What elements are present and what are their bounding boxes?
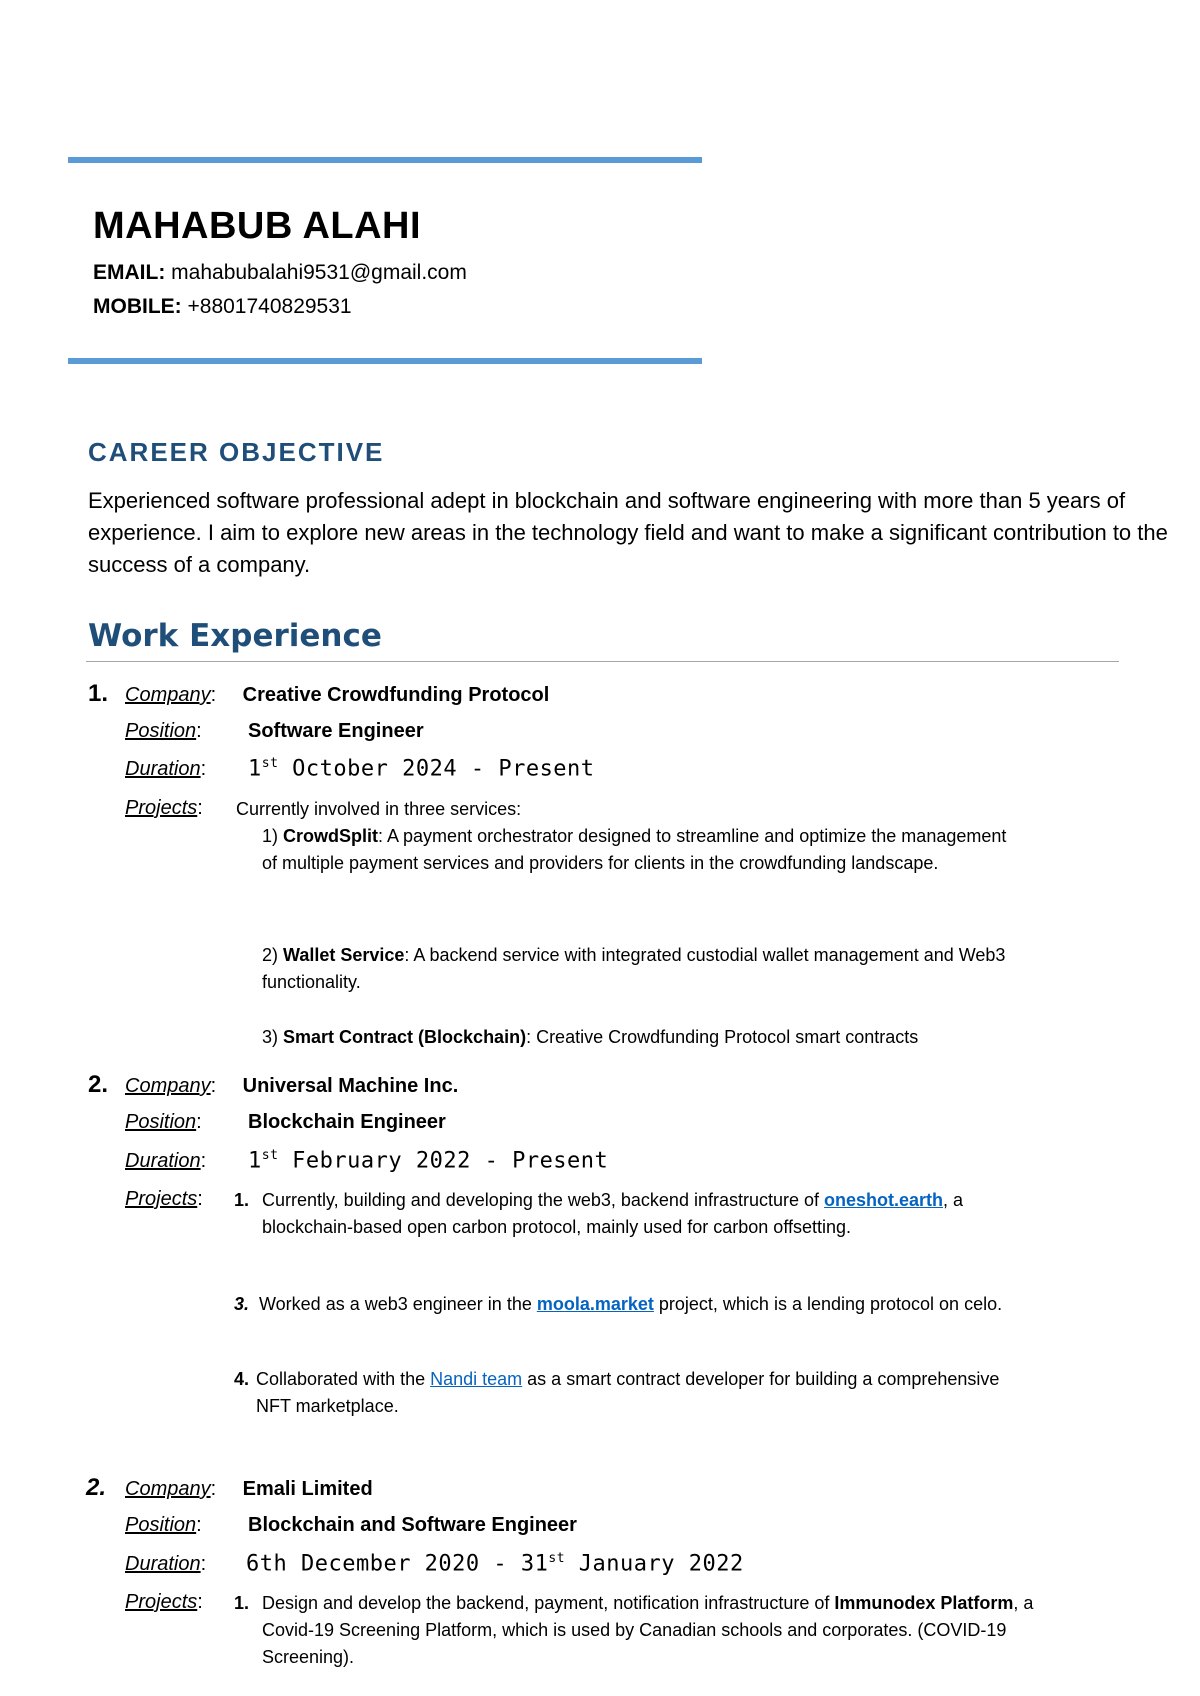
email-label: EMAIL: bbox=[93, 261, 166, 284]
projects-row: Projects: bbox=[125, 797, 203, 819]
career-objective-text: Experienced software professional adept in blockchain and software engineering with more than 5 years of experience. I aim to explore new areas in the technology field and want to make a significant contribution to the success of a company. bbox=[88, 488, 1168, 577]
position-value: Blockchain Engineer bbox=[248, 1111, 446, 1133]
mobile-line bbox=[93, 295, 352, 319]
company-label: Company bbox=[125, 684, 211, 706]
project-item: Worked as a web3 engineer in the moola.market project, which is a lending protocol on celo. bbox=[259, 1294, 1003, 1314]
job-number: 1. bbox=[88, 680, 109, 707]
project-item: 1) CrowdSplit: A payment orchestrator designed to streamline and optimize the management of multiple payment services and providers for clients in the crowdfunding landscape. bbox=[262, 826, 1007, 873]
project-number: 1. bbox=[234, 1593, 250, 1613]
duration-label: Duration bbox=[125, 1150, 201, 1172]
project-item: Collaborated with the Nandi team as a smart contract developer for building a comprehensive NFT marketplace. bbox=[256, 1369, 1000, 1416]
moola-market-link[interactable]: moola.market bbox=[536, 1294, 654, 1314]
project-item: Design and develop the backend, payment, notification infrastructure of Immunodex Platform, a Covid-19 Screening Platform, which is used by Canadian schools and corporates. (COVID-19 Screening). bbox=[262, 1593, 1034, 1667]
email-line bbox=[93, 261, 467, 285]
project-number: 4. bbox=[234, 1369, 250, 1389]
projects-row: Projects: bbox=[125, 1591, 203, 1613]
duration-row: Duration: bbox=[125, 1150, 207, 1172]
position-label: Position bbox=[125, 720, 197, 742]
position-row: Position: Blockchain Engineer bbox=[125, 1111, 446, 1133]
candidate-name: MAHABUB ALAHI bbox=[93, 205, 422, 247]
company-label: Company bbox=[125, 1075, 211, 1097]
job-number: 2. bbox=[88, 1071, 109, 1098]
nandi-team-link[interactable]: Nandi team bbox=[430, 1369, 523, 1389]
projects-row: Projects: bbox=[125, 1188, 203, 1210]
work-experience-rule bbox=[86, 661, 1119, 662]
company-row: Company: Emali Limited bbox=[125, 1478, 373, 1500]
header-bottom-rule bbox=[68, 358, 702, 364]
company-row: Company: Universal Machine Inc. bbox=[125, 1075, 459, 1097]
company-value: Universal Machine Inc. bbox=[242, 1075, 459, 1097]
mobile-label: MOBILE: bbox=[93, 295, 182, 318]
mobile-value: +8801740829531 bbox=[187, 295, 352, 318]
company-label: Company bbox=[125, 1478, 211, 1500]
position-value: Blockchain and Software Engineer bbox=[248, 1514, 577, 1536]
projects-label: Projects bbox=[125, 1591, 198, 1613]
duration-label: Duration bbox=[125, 1553, 201, 1575]
position-row: Position: Software Engineer bbox=[125, 720, 424, 742]
duration-value: 6th December 2020 - 31st January 2022 bbox=[246, 1551, 744, 1577]
projects-label: Projects bbox=[125, 797, 198, 819]
email-value: mahabubalahi9531@gmail.com bbox=[171, 261, 467, 284]
work-experience-title: Work Experience bbox=[88, 618, 382, 654]
project-item: 2) Wallet Service: A backend service with integrated custodial wallet management and Web3 functionality. bbox=[262, 945, 1006, 992]
position-label: Position bbox=[125, 1514, 197, 1536]
oneshot-earth-link[interactable]: oneshot.earth bbox=[824, 1190, 944, 1210]
career-objective-title: CAREER OBJECTIVE bbox=[88, 437, 385, 467]
job-number: 2. bbox=[86, 1474, 107, 1501]
project-item: Currently, building and developing the web3, backend infrastructure of oneshot.earth, a blockchain-based open carbon protocol, mainly used for carbon offsetting. bbox=[262, 1190, 964, 1237]
position-value: Software Engineer bbox=[248, 720, 424, 742]
duration-value: 1st February 2022 - Present bbox=[248, 1148, 609, 1174]
project-number: 1. bbox=[234, 1190, 250, 1210]
duration-row: Duration: bbox=[125, 758, 207, 780]
company-value: Emali Limited bbox=[242, 1478, 373, 1500]
duration-row: Duration: bbox=[125, 1553, 207, 1575]
position-label: Position bbox=[125, 1111, 197, 1133]
duration-value: 1st October 2024 - Present bbox=[248, 756, 595, 782]
project-number: 3. bbox=[234, 1294, 250, 1314]
projects-label: Projects bbox=[125, 1188, 198, 1210]
projects-intro: Currently involved in three services: bbox=[236, 799, 522, 819]
company-row: Company: Creative Crowdfunding Protocol bbox=[125, 684, 550, 706]
header-top-rule bbox=[68, 157, 702, 163]
project-item: 3) Smart Contract (Blockchain): Creative Crowdfunding Protocol smart contracts bbox=[262, 1027, 919, 1047]
duration-label: Duration bbox=[125, 758, 201, 780]
company-value: Creative Crowdfunding Protocol bbox=[242, 684, 550, 706]
position-row: Position: Blockchain and Software Engineer bbox=[125, 1514, 577, 1536]
